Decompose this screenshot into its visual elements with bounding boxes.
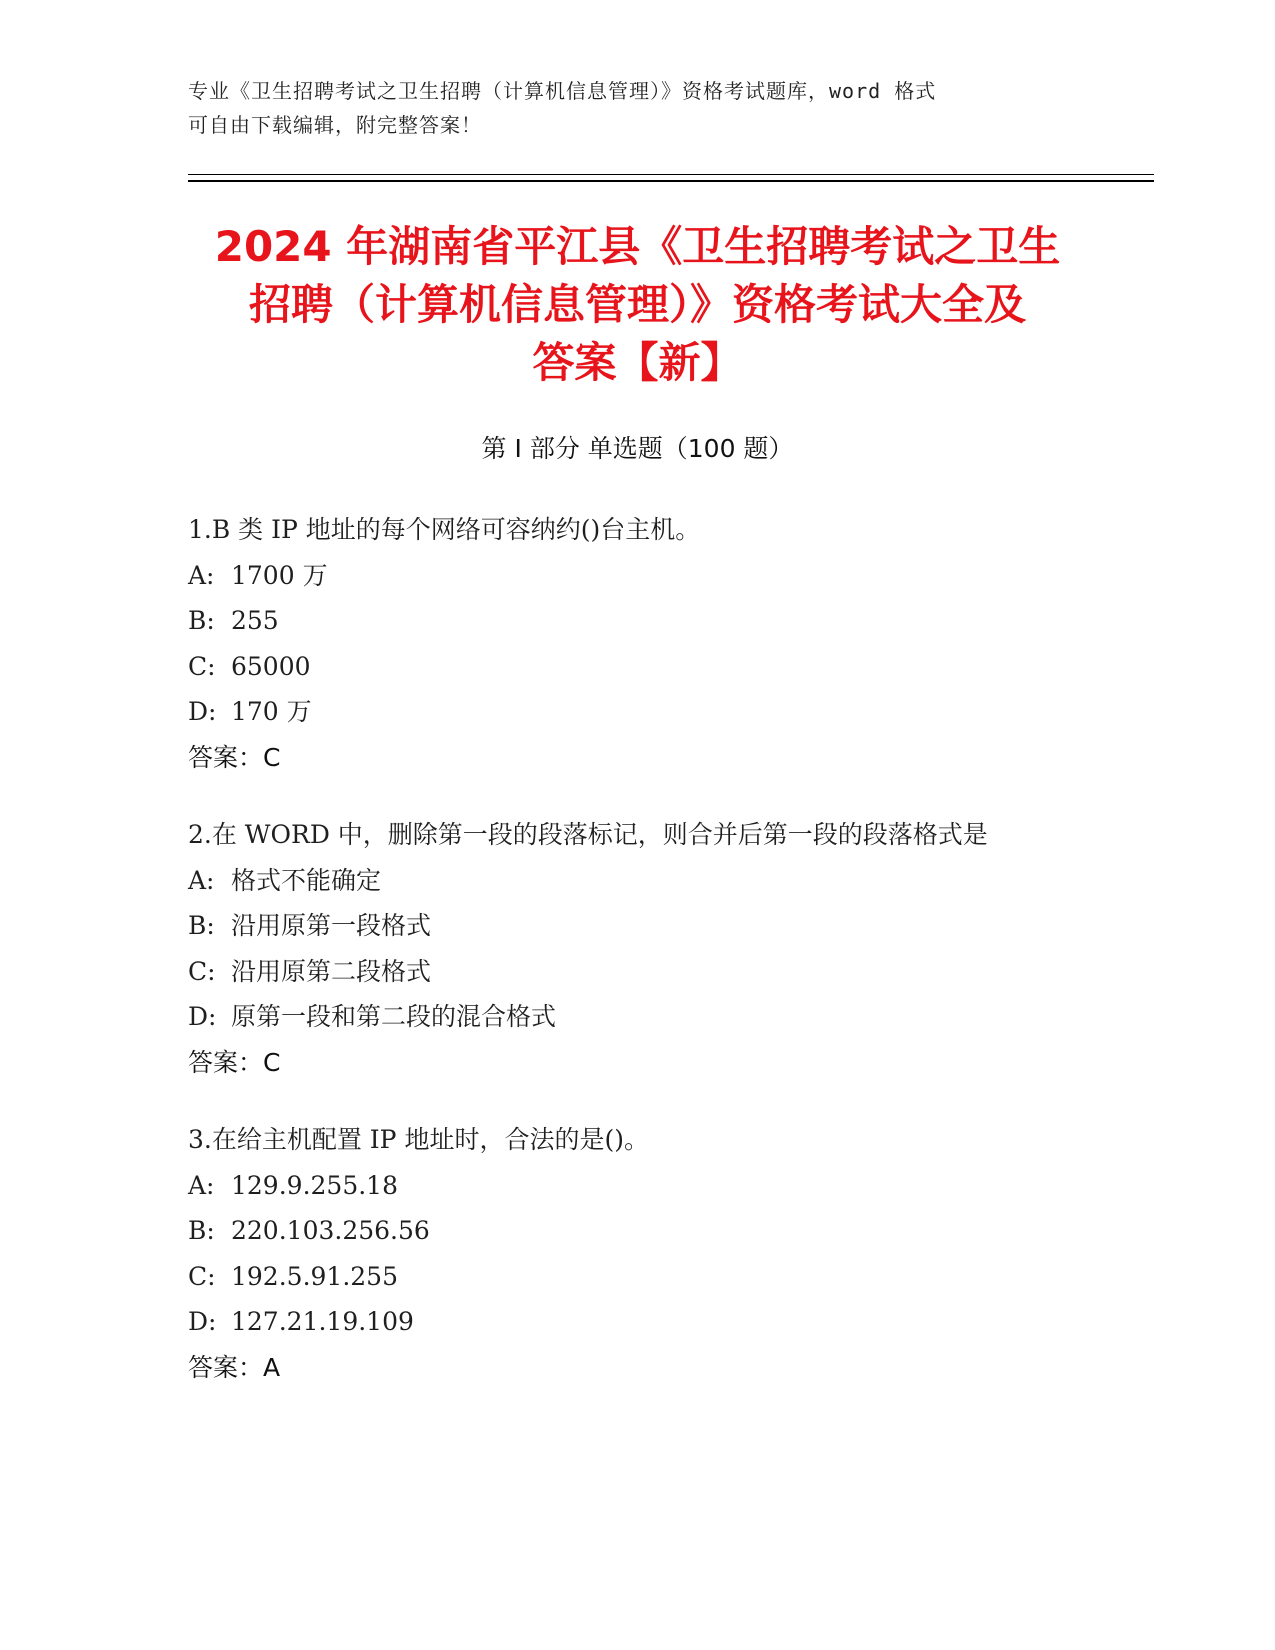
option-letter: A: xyxy=(188,560,215,590)
option-a xyxy=(188,553,1188,599)
header-divider-thin xyxy=(188,174,1154,175)
option-c xyxy=(188,949,1188,995)
question-text: 2.在 WORD 中，删除第一段的段落标记，则合并后第一段的段落格式是 xyxy=(188,820,988,849)
document-title-line: 答案【新】 xyxy=(532,338,743,387)
option-letter: B: xyxy=(188,606,215,635)
option-text: 220.103.256.56 xyxy=(231,1216,430,1245)
option-text: 原第一段和第二段的混合格式 xyxy=(231,1002,557,1031)
section-heading: 第 I 部分 单选题（100 题） xyxy=(481,434,794,463)
option-text: 沿用原第一段格式 xyxy=(231,911,432,940)
option-b xyxy=(188,1208,1188,1254)
option-d xyxy=(188,1299,1188,1345)
option-letter: B: xyxy=(188,911,215,940)
answer-line: 答案：A xyxy=(188,1352,281,1382)
option-letter: D: xyxy=(188,697,217,726)
option-d xyxy=(188,689,1188,735)
option-text: 129.9.255.18 xyxy=(231,1170,398,1200)
option-text: 65000 xyxy=(231,651,311,681)
option-text: 192.5.91.255 xyxy=(231,1261,398,1291)
option-text: 沿用原第二段格式 xyxy=(231,956,432,986)
option-text: 255 xyxy=(231,606,279,635)
question-2 xyxy=(188,812,1188,1085)
document-title-line: 2024 年湖南省平江县《卫生招聘考试之卫生 xyxy=(214,222,1061,271)
question-3 xyxy=(188,1117,1188,1390)
option-letter: A: xyxy=(188,865,215,895)
option-b xyxy=(188,903,1188,949)
question-text: 3.在给主机配置 IP 地址时，合法的是()。 xyxy=(188,1125,649,1154)
option-text: 格式不能确定 xyxy=(231,865,382,895)
option-text: 1700 万 xyxy=(231,560,328,590)
option-b xyxy=(188,598,1188,644)
option-letter: B: xyxy=(188,1216,215,1245)
header-note xyxy=(188,74,1068,142)
question-text: 1.B 类 IP 地址的每个网络可容纳约()台主机。 xyxy=(188,515,701,544)
option-letter: D: xyxy=(188,1002,217,1031)
option-d xyxy=(188,994,1188,1040)
option-text: 127.21.19.109 xyxy=(231,1307,414,1336)
option-text: 170 万 xyxy=(231,697,312,726)
answer-line: 答案：C xyxy=(188,742,281,772)
option-letter: C: xyxy=(188,1261,216,1291)
option-letter: A: xyxy=(188,1170,215,1200)
header-note-line: 可自由下载编辑，附完整答案！ xyxy=(188,113,482,137)
document-title-line: 招聘（计算机信息管理）》资格考试大全及 xyxy=(248,280,1026,329)
question-1 xyxy=(188,507,1188,780)
answer-line: 答案：C xyxy=(188,1047,281,1077)
document-title xyxy=(150,218,1125,392)
option-a xyxy=(188,858,1188,904)
option-letter: D: xyxy=(188,1307,217,1336)
option-c xyxy=(188,1254,1188,1300)
option-a xyxy=(188,1163,1188,1209)
header-note-line: 专业《卫生招聘考试之卫生招聘（计算机信息管理）》资格考试题库，word 格式 xyxy=(188,79,937,103)
option-letter: C: xyxy=(188,956,216,986)
option-c xyxy=(188,644,1188,690)
option-letter: C: xyxy=(188,651,216,681)
header-divider-thick xyxy=(188,180,1154,182)
